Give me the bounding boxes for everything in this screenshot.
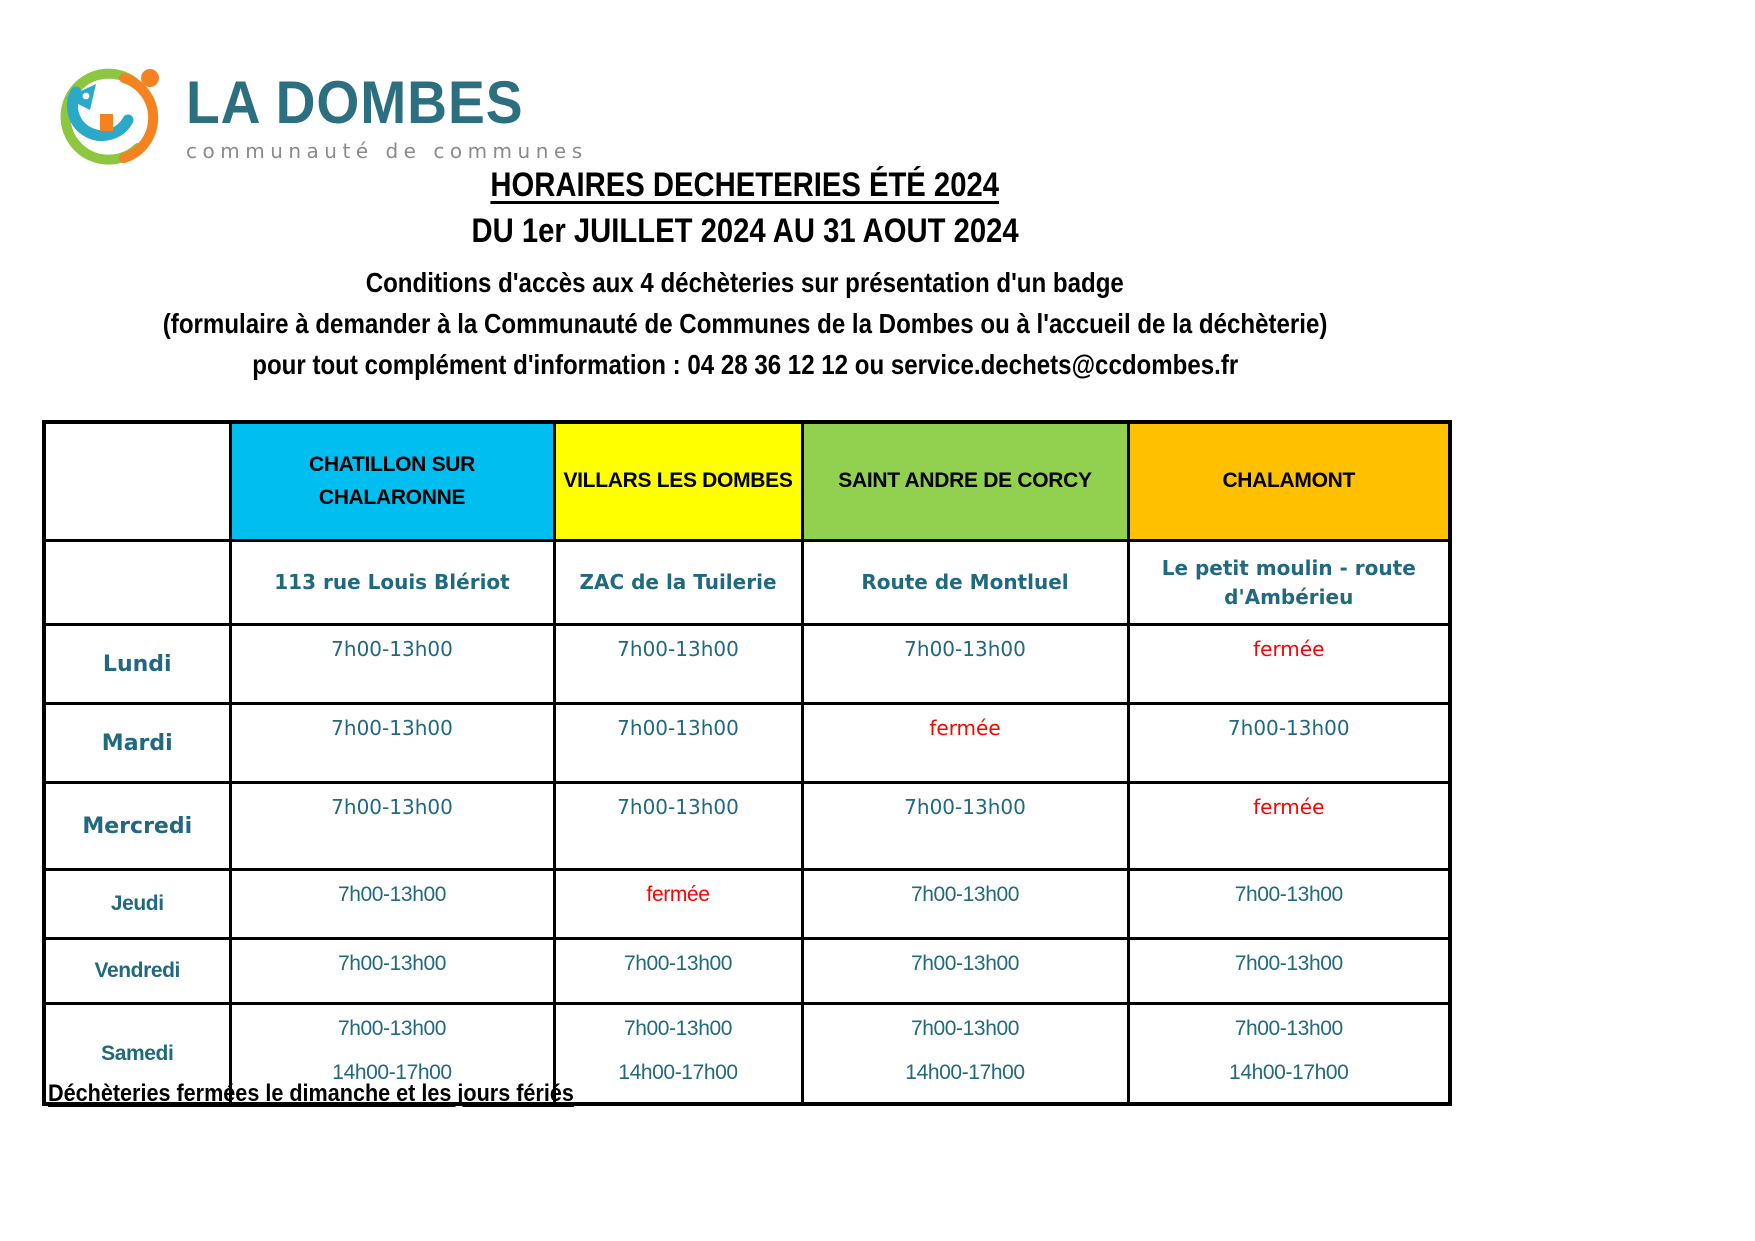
- corner-cell: [44, 422, 230, 541]
- schedule-table: [42, 420, 1452, 1106]
- slot-vendredi-saint-andre: 7h00-13h00: [802, 939, 1128, 1004]
- slot-vendredi-chatillon: 7h00-13h00: [230, 939, 554, 1004]
- info-line-formulaire: (formulaire à demander à la Communauté de Communes de la Dombes ou à l'accueil de la déchèterie): [162, 308, 1328, 339]
- slot-lundi-chatillon: 7h00-13h00: [230, 625, 554, 704]
- day-label: Lundi: [44, 625, 230, 704]
- slot-vendredi-chalamont: 7h00-13h00: [1128, 939, 1450, 1004]
- address-villars: ZAC de la Tuilerie: [554, 541, 802, 625]
- info-line-conditions: Conditions d'accès aux 4 déchèteries sur présentation d'un badge: [365, 267, 1125, 298]
- slot-mardi-chalamont: 7h00-13h00: [1128, 704, 1450, 783]
- slot-mercredi-saint-andre: 7h00-13h00: [802, 783, 1128, 870]
- brand-tagline: communauté de communes: [186, 139, 588, 163]
- slot-jeudi-chalamont: 7h00-13h00: [1128, 870, 1450, 939]
- day-label: Mardi: [44, 704, 230, 783]
- slot-samedi-villars: 7h00-13h00 14h00-17h00: [554, 1004, 802, 1105]
- slot-lundi-villars: 7h00-13h00: [554, 625, 802, 704]
- la-dombes-emblem-icon: [38, 66, 170, 170]
- table-row-mercredi: [44, 783, 1450, 870]
- table-row-mardi: [44, 704, 1450, 783]
- table-header-row: [44, 422, 1450, 541]
- address-saint-andre: Route de Montluel: [802, 541, 1128, 625]
- la-dombes-logo: [38, 66, 588, 170]
- address-chalamont: Le petit moulin - route d'Ambérieu: [1128, 541, 1450, 625]
- column-header-villars: VILLARS LES DOMBES: [554, 422, 802, 541]
- brand-name: LA DOMBES: [186, 69, 524, 136]
- day-label: Vendredi: [44, 939, 230, 1004]
- slot-samedi-chatillon: 7h00-13h00 14h00-17h00: [230, 1004, 554, 1105]
- slot-jeudi-villars: fermée: [554, 870, 802, 939]
- table-row-vendredi: [44, 939, 1450, 1004]
- page-title: HORAIRES DECHETERIES ÉTÉ 2024: [490, 166, 1000, 204]
- footer-note: Déchèteries fermées le dimanche et les jours fériés: [48, 1080, 574, 1107]
- day-label: Mercredi: [44, 783, 230, 870]
- slot-lundi-saint-andre: 7h00-13h00: [802, 625, 1128, 704]
- slot-mardi-saint-andre: fermée: [802, 704, 1128, 783]
- address-row: [44, 541, 1450, 625]
- day-label: Jeudi: [44, 870, 230, 939]
- logo-text: [186, 69, 588, 163]
- slot-mercredi-chatillon: 7h00-13h00: [230, 783, 554, 870]
- heading-block: [42, 166, 1448, 390]
- slot-mardi-villars: 7h00-13h00: [554, 704, 802, 783]
- slot-mardi-chatillon: 7h00-13h00: [230, 704, 554, 783]
- slot-jeudi-saint-andre: 7h00-13h00: [802, 870, 1128, 939]
- slot-vendredi-villars: 7h00-13h00: [554, 939, 802, 1004]
- table-row-jeudi: [44, 870, 1450, 939]
- column-header-chalamont: CHALAMONT: [1128, 422, 1450, 541]
- slot-mercredi-chalamont: fermée: [1128, 783, 1450, 870]
- table-row-lundi: [44, 625, 1450, 704]
- slot-mercredi-villars: 7h00-13h00: [554, 783, 802, 870]
- column-header-saint-andre: SAINT ANDRE DE CORCY: [802, 422, 1128, 541]
- slot-jeudi-chatillon: 7h00-13h00: [230, 870, 554, 939]
- slot-lundi-chalamont: fermée: [1128, 625, 1450, 704]
- address-chatillon: 113 rue Louis Blériot: [230, 541, 554, 625]
- slot-samedi-saint-andre: 7h00-13h00 14h00-17h00: [802, 1004, 1128, 1105]
- day-label: Samedi: [44, 1004, 230, 1105]
- address-corner-cell: [44, 541, 230, 625]
- page-subtitle: DU 1er JUILLET 2024 AU 31 AOUT 2024: [471, 212, 1019, 250]
- info-line-contact: pour tout complément d'information : 04 28 36 12 12 ou service.dechets@ccdombes.fr: [252, 349, 1238, 380]
- slot-samedi-chalamont: 7h00-13h00 14h00-17h00: [1128, 1004, 1450, 1105]
- column-header-chatillon: CHATILLON SUR CHALARONNE: [230, 422, 554, 541]
